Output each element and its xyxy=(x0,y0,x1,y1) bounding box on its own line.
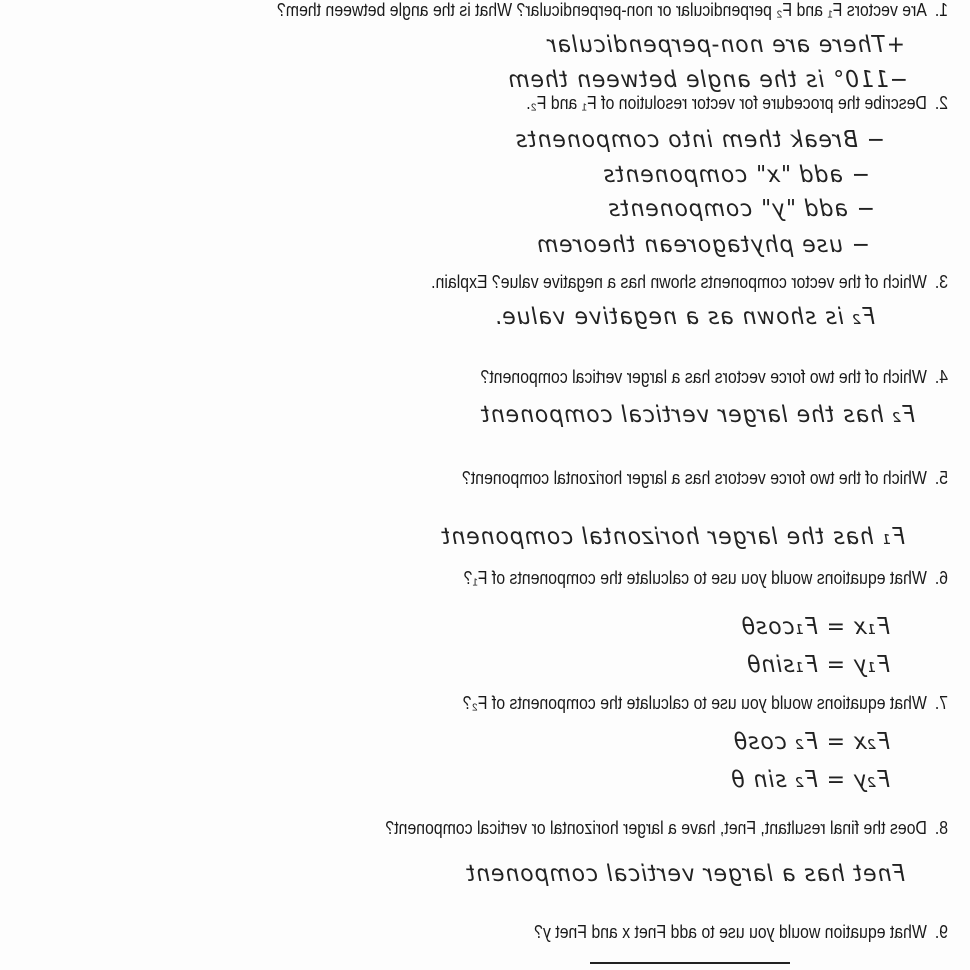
answer-1b: −110° is the angle between them xyxy=(507,67,908,93)
answer-3: F₂ is shown as a negative value. xyxy=(493,304,875,330)
question-text: What equations would you use to calculate the components of F₂? xyxy=(462,693,927,713)
question-8 xyxy=(385,818,948,839)
question-5 xyxy=(462,468,948,489)
question-text: Which of the two force vectors has a larger vertical component? xyxy=(480,367,927,387)
answer-line xyxy=(590,962,790,964)
question-number: 7. xyxy=(934,693,948,713)
answer-6b: F₁y = F₁sinθ xyxy=(746,652,890,678)
question-text: Does the final resultant, Fnet, have a larger horizontal or vertical component? xyxy=(385,818,927,838)
question-4 xyxy=(481,367,948,388)
question-number: 2. xyxy=(934,93,948,113)
answer-8: Fnet has a larger vertical component xyxy=(465,861,905,887)
question-2 xyxy=(526,93,948,114)
question-text: Which of the vector components shown has a negative value? Explain. xyxy=(431,272,927,292)
answer-4: F₂ has the larger vertical component xyxy=(480,402,915,428)
question-number: 9. xyxy=(934,922,948,942)
question-6 xyxy=(464,568,948,589)
question-number: 5. xyxy=(934,468,948,488)
question-text: What equation would you use to add Fnet x and Fnet y? xyxy=(534,922,927,942)
answer-2d: − use phytagorean theorem xyxy=(535,232,870,258)
question-number: 4. xyxy=(934,367,948,387)
question-3 xyxy=(431,272,948,293)
question-text: Are vectors F₁ and F₂ perpendicular or non-perpendicular? What is the angle between them? xyxy=(277,0,927,20)
question-text: What equations would you use to calculate the components of F₁? xyxy=(463,568,927,588)
question-number: 8. xyxy=(934,818,948,838)
answer-2b: − add "x" components xyxy=(602,162,870,188)
answer-2a: − Break them into components xyxy=(514,127,885,153)
answer-5: F₁ has the larger horizontal component xyxy=(441,524,905,550)
answer-7b: F₂y = F₂ sin θ xyxy=(730,767,890,793)
answer-6a: F₁x = F₁cosθ xyxy=(740,614,890,640)
question-text: Which of the two force vectors has a larger horizontal component? xyxy=(461,468,927,488)
question-9 xyxy=(534,922,948,943)
answer-2c: − add "y" components xyxy=(607,196,875,222)
question-number: 6. xyxy=(934,568,948,588)
question-1 xyxy=(277,0,948,21)
question-text: Describe the procedure for vector resolution of F₁ and F₂. xyxy=(526,93,927,113)
question-number: 3. xyxy=(934,272,948,292)
answer-1a: +There are non-perpendicular xyxy=(546,32,905,58)
answer-7a: F₂x = F₂ cosθ xyxy=(732,729,890,755)
question-number: 1. xyxy=(934,0,948,20)
question-7 xyxy=(463,693,948,714)
